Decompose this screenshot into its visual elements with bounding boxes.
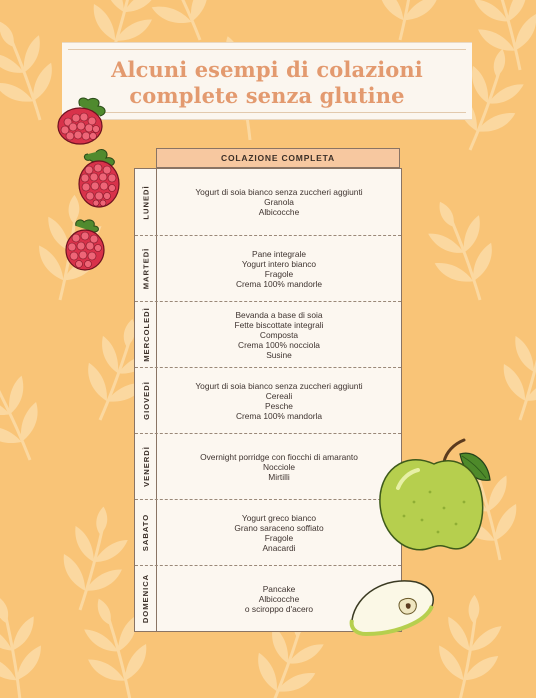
title-line-2: complete senza glutine bbox=[129, 83, 405, 108]
day-label: GIOVEDÌ bbox=[141, 381, 151, 420]
day-label: MERCOLEDÌ bbox=[141, 307, 151, 362]
table-row bbox=[135, 367, 401, 433]
raspberry-icon bbox=[54, 96, 112, 148]
table-row bbox=[135, 169, 401, 235]
table-body bbox=[134, 168, 402, 632]
raspberry-icon bbox=[62, 218, 108, 272]
day-label: MARTEDÌ bbox=[141, 247, 151, 290]
day-label: VENERDÌ bbox=[141, 446, 151, 487]
food-list: Yogurt di soia bianco senza zuccheri aggiunti Cereali Pesche Crema 100% mandorla bbox=[195, 380, 363, 421]
table-row bbox=[135, 235, 401, 301]
apple-slice-icon bbox=[346, 574, 438, 638]
title-line-1: Alcuni esempi di colazioni bbox=[111, 57, 423, 82]
table-header: COLAZIONE COMPLETA bbox=[156, 148, 400, 168]
food-list: Pancake Albicocche o sciroppo d'acero bbox=[244, 583, 314, 614]
food-list: Bevanda a base di soia Fette biscottate integrali Composta Crema 100% nocciola Susine bbox=[234, 309, 324, 360]
raspberry-icon bbox=[74, 148, 124, 210]
day-label: LUNEDÌ bbox=[141, 184, 151, 220]
title-card bbox=[62, 42, 472, 120]
table-row bbox=[135, 301, 401, 367]
table-row bbox=[135, 499, 401, 565]
table-row bbox=[135, 433, 401, 499]
food-list: Yogurt greco bianco Grano saraceno soffiato Fragole Anacardi bbox=[234, 512, 324, 553]
day-label: DOMENICA bbox=[141, 573, 151, 624]
day-label: SABATO bbox=[141, 513, 151, 552]
food-list: Overnight porridge con fiocchi di amaranto Nocciole Mirtilli bbox=[200, 451, 358, 482]
page-title bbox=[62, 57, 472, 109]
breakfast-table bbox=[134, 148, 402, 632]
apple-icon bbox=[374, 432, 494, 558]
food-list: Pane integrale Yogurt intero bianco Fragole Crema 100% mandorle bbox=[235, 248, 323, 289]
food-list: Yogurt di soia bianco senza zuccheri aggiunti Granola Albicocche bbox=[195, 187, 363, 217]
